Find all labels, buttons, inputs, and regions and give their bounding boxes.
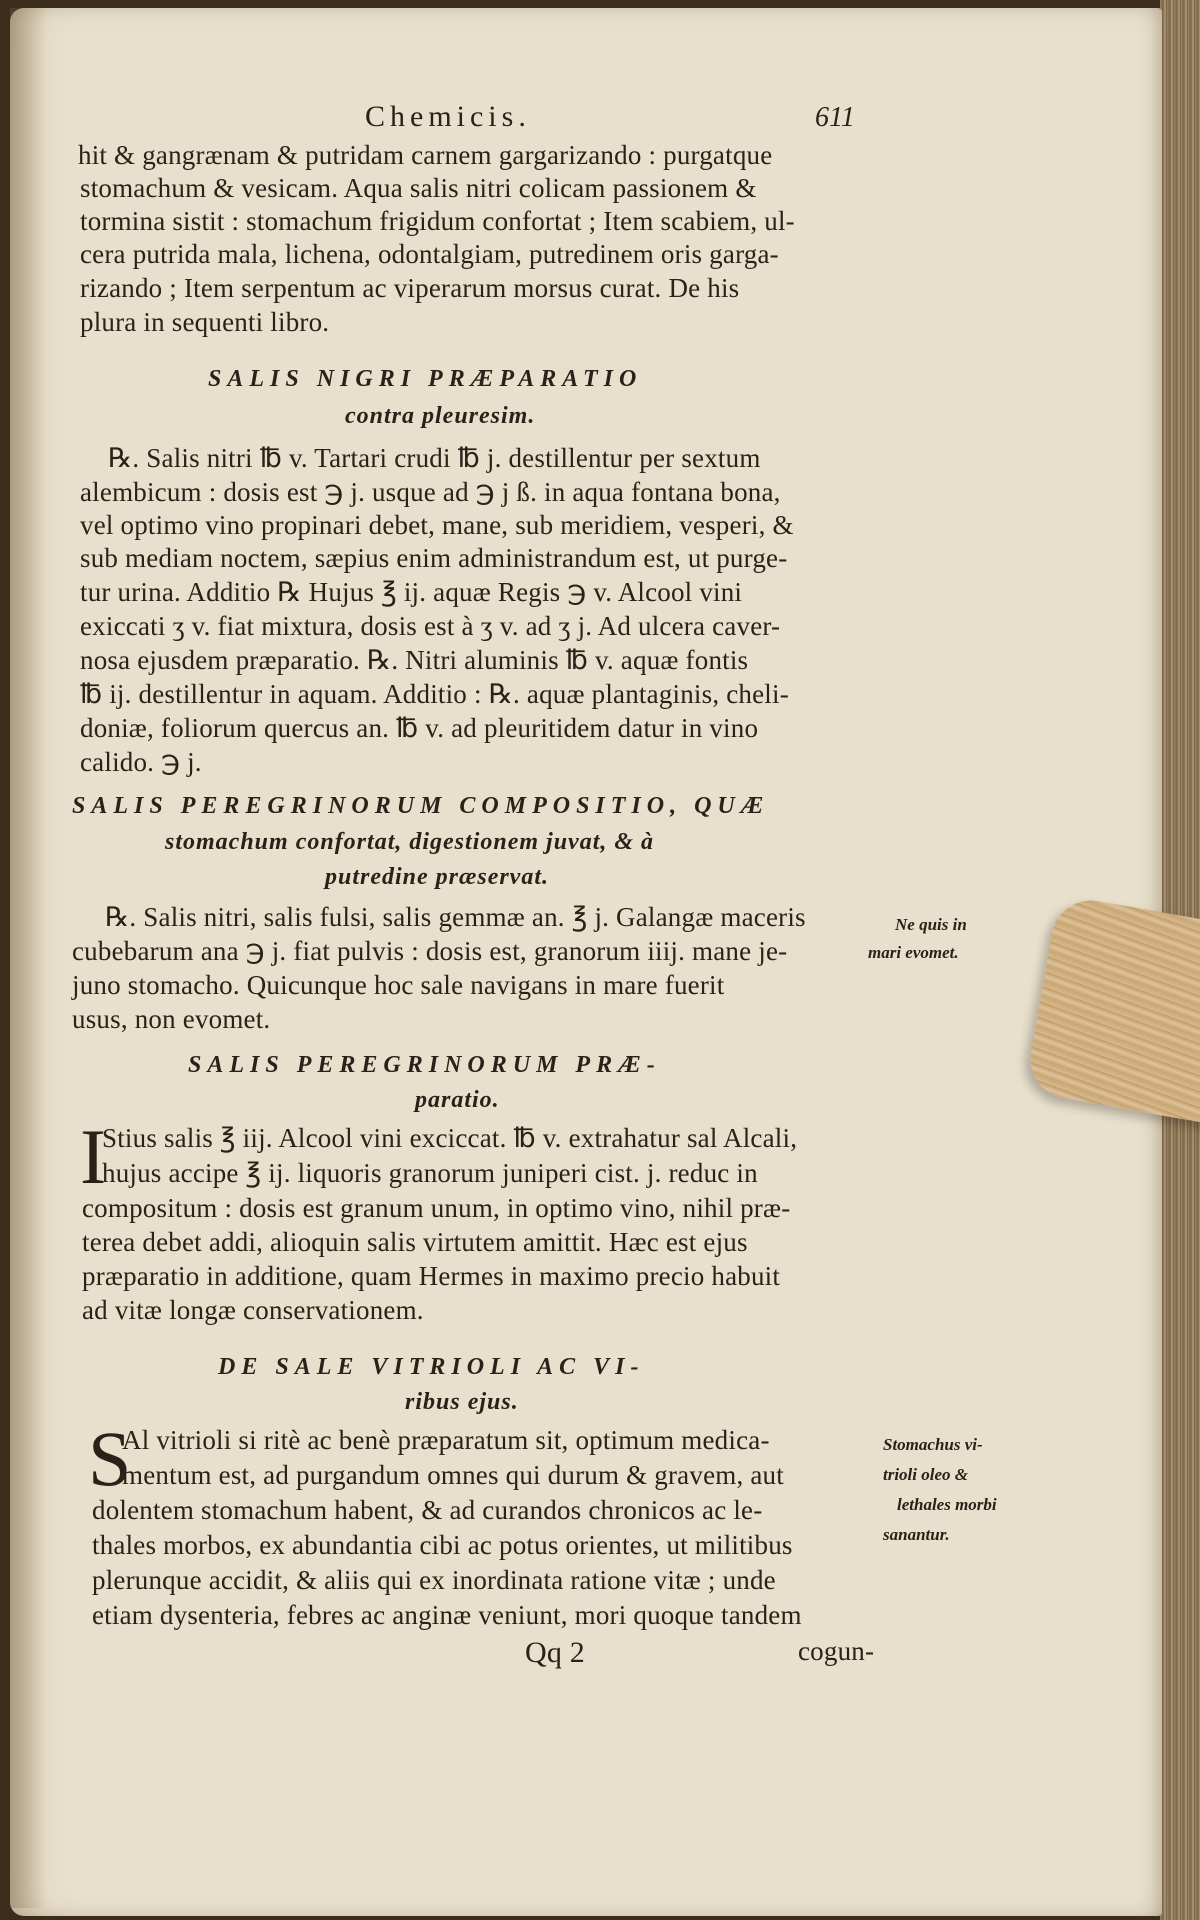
text-line: vel optimo vino propinari debet, mane, sub meridiem, vesperi, &	[80, 510, 794, 540]
text-line: plura in sequenti libro.	[80, 307, 330, 337]
text-line: ℞. Salis nitri ℔ v. Tartari crudi ℔ j. destillentur per sextum	[108, 443, 761, 473]
text-line: etiam dysenteria, febres ac anginæ veniunt, mori quoque tandem	[92, 1600, 802, 1630]
signature-mark: Qq 2	[525, 1636, 585, 1669]
text-line: juno stomacho. Quicunque hoc sale navigans in mare fuerit	[72, 970, 725, 1000]
section-subtitle: stomachum confortat, digestionem juvat, & à	[165, 829, 655, 855]
text-line: rizando ; Item serpentum ac viperarum morsus curat. De his	[80, 273, 740, 303]
section-subtitle: paratio.	[415, 1087, 500, 1113]
text-line: doniæ, foliorum quercus an. ℔ v. ad pleuritidem datur in vino	[80, 713, 759, 743]
text-line: sub mediam noctem, sæpius enim administrandum est, ut purge-	[80, 543, 788, 573]
section-subtitle: putredine præservat.	[325, 864, 549, 890]
text-line: tormina sistit : stomachum frigidum confortat ; Item scabiem, ul-	[80, 206, 795, 236]
text-line: cubebarum ana ℈ j. fiat pulvis : dosis est, granorum iiij. mane je-	[72, 936, 788, 966]
text-line: ad vitæ longæ conservationem.	[82, 1295, 424, 1325]
text-line: præparatio in additione, quam Hermes in maximo precio habuit	[82, 1261, 781, 1291]
text-line: plerunque accidit, & aliis qui ex inordinata ratione vitæ ; unde	[92, 1565, 776, 1595]
margin-note: sanantur.	[883, 1525, 950, 1544]
section-title: SALIS PEREGRINORUM COMPOSITIO, QUÆ	[72, 793, 770, 819]
text-line: hit & gangrænam & putridam carnem gargarizando : purgatque	[78, 140, 773, 170]
margin-note: mari evomet.	[868, 943, 959, 962]
text-line: thales morbos, ex abundantia cibi ac potus orientes, ut militibus	[92, 1530, 793, 1560]
text-line: ℔ ij. destillentur in aquam. Additio : ℞. aquæ plantaginis, cheli-	[80, 679, 789, 709]
text-line: cera putrida mala, lichena, odontalgiam, putredinem oris garga-	[80, 239, 779, 269]
text-line: calido. ℈ j.	[80, 747, 202, 777]
margin-note: trioli oleo &	[883, 1465, 968, 1484]
running-head: Chemicis.	[365, 100, 531, 133]
text-line: usus, non evomet.	[72, 1004, 271, 1034]
page-gutter-shadow	[10, 8, 46, 1908]
drop-initial: I	[80, 1113, 106, 1200]
margin-note: Ne quis in	[895, 915, 967, 934]
margin-note: Stomachus vi-	[883, 1435, 983, 1454]
section-subtitle: contra pleuresim.	[345, 403, 536, 429]
drop-initial: S	[88, 1415, 132, 1502]
section-title: DE SALE VITRIOLI AC VI-	[218, 1354, 645, 1380]
section-title: SALIS PEREGRINORUM PRÆ-	[188, 1052, 661, 1078]
text-line: hujus accipe ℥ ij. liquoris granorum juniperi cist. j. reduc in	[102, 1158, 758, 1188]
section-title: SALIS NIGRI PRÆPARATIO	[208, 366, 643, 392]
text-line: tur urina. Additio ℞ Hujus ℥ ij. aquæ Regis ℈ v. Alcool vini	[80, 577, 743, 607]
section-subtitle: ribus ejus.	[405, 1389, 519, 1415]
text-line: mentum est, ad purgandum omnes qui durum & gravem, aut	[122, 1460, 784, 1490]
text-line: stomachum & vesicam. Aqua salis nitri colicam passionem &	[80, 173, 757, 203]
margin-note: lethales morbi	[897, 1495, 997, 1514]
text-line: Al vitrioli si ritè ac benè præparatum sit, optimum medica-	[122, 1425, 770, 1455]
text-line: alembicum : dosis est ℈ j. usque ad ℈ j ß. in aqua fontana bona,	[80, 477, 781, 507]
folio-number: 611	[815, 102, 855, 133]
text-line: Stius salis ℥ iij. Alcool vini exciccat. ℔ v. extrahatur sal Alcali,	[102, 1123, 798, 1153]
text-line: ℞. Salis nitri, salis fulsi, salis gemmæ an. ℥ j. Galangæ maceris	[105, 902, 806, 932]
catchword: cogun-	[798, 1636, 875, 1666]
text-line: compositum : dosis est granum unum, in optimo vino, nihil præ-	[82, 1193, 791, 1223]
text-line: exiccati ʒ v. fiat mixtura, dosis est à ʒ v. ad ʒ j. Ad ulcera caver-	[80, 611, 781, 641]
text-line: nosa ejusdem præparatio. ℞. Nitri aluminis ℔ v. aquæ fontis	[80, 645, 749, 675]
text-line: dolentem stomachum habent, & ad curandos chronicos ac le-	[92, 1495, 763, 1525]
text-line: terea debet addi, alioquin salis virtutem amittit. Hæc est ejus	[82, 1227, 748, 1257]
